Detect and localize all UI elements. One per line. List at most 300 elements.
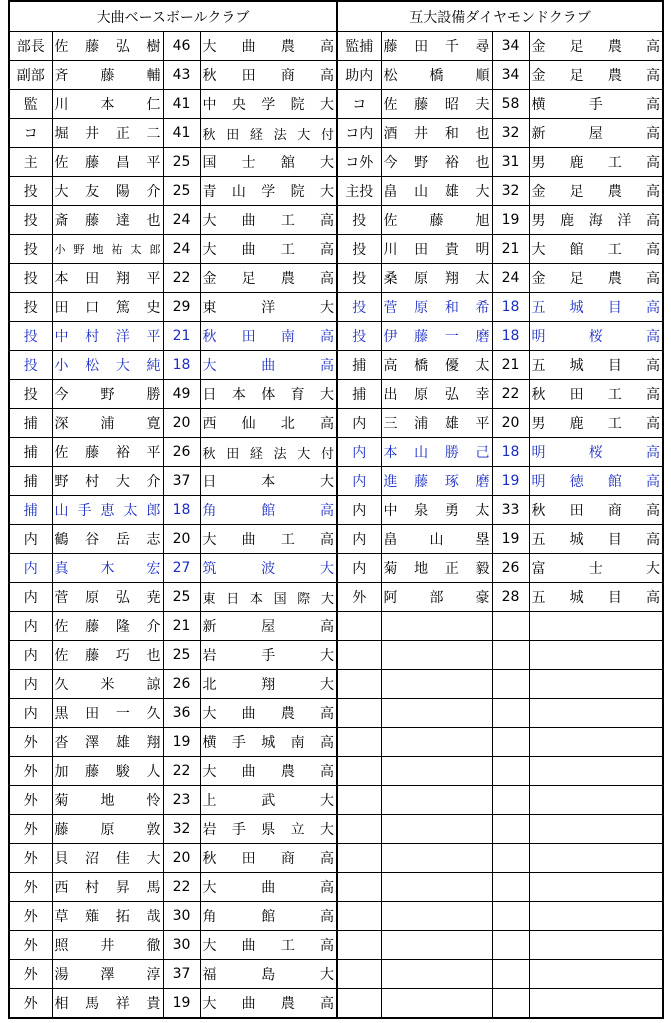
left-player-name: 久米諒 <box>52 670 163 699</box>
left-player-age: 22 <box>163 264 200 293</box>
left-player-pos: 監 <box>9 90 52 119</box>
left-player-pos: 外 <box>9 728 52 757</box>
left-player-name: 鶴谷岳志 <box>52 525 163 554</box>
table-row <box>9 670 663 699</box>
table-row <box>9 438 663 467</box>
left-player-school: 金足農高 <box>200 264 337 293</box>
team-name-right: 互大設備ダイヤモンドクラブ <box>337 1 663 32</box>
right-player-age <box>492 931 529 960</box>
left-player-name: 小野地祐太郎 <box>52 235 163 264</box>
right-player-age <box>492 641 529 670</box>
left-player-school: 福島大 <box>200 960 337 989</box>
left-player-name: 佐藤裕平 <box>52 438 163 467</box>
right-player-name <box>381 960 492 989</box>
left-player-age: 19 <box>163 728 200 757</box>
right-player-age: 18 <box>492 322 529 351</box>
left-player-pos: 投 <box>9 235 52 264</box>
right-player-age: 58 <box>492 90 529 119</box>
left-player-age: 49 <box>163 380 200 409</box>
left-player-name: 斉藤輔 <box>52 61 163 90</box>
right-player-name: 進藤琢磨 <box>381 467 492 496</box>
right-player-school <box>529 757 663 786</box>
left-player-age: 25 <box>163 583 200 612</box>
table-row <box>9 641 663 670</box>
table-row <box>9 322 663 351</box>
table-row <box>9 612 663 641</box>
right-player-pos <box>337 844 381 873</box>
left-player-age: 22 <box>163 757 200 786</box>
left-player-age: 21 <box>163 612 200 641</box>
left-player-age: 20 <box>163 409 200 438</box>
right-player-age: 33 <box>492 496 529 525</box>
right-player-name <box>381 931 492 960</box>
left-player-name: 本田翔平 <box>52 264 163 293</box>
table-row <box>9 931 663 960</box>
left-player-age: 25 <box>163 641 200 670</box>
team-header-row <box>9 1 663 32</box>
right-player-name <box>381 728 492 757</box>
right-player-school: 大館工高 <box>529 235 663 264</box>
right-player-pos: 投 <box>337 264 381 293</box>
right-player-pos: 捕 <box>337 380 381 409</box>
left-player-age: 32 <box>163 815 200 844</box>
right-player-age: 34 <box>492 32 529 61</box>
right-player-school <box>529 989 663 1019</box>
left-player-age: 46 <box>163 32 200 61</box>
right-player-school: 富士大 <box>529 554 663 583</box>
left-player-pos: 外 <box>9 902 52 931</box>
right-player-pos <box>337 670 381 699</box>
left-player-school: 秋田南高 <box>200 322 337 351</box>
left-player-pos: 外 <box>9 989 52 1019</box>
right-player-school <box>529 844 663 873</box>
left-player-name: 深浦寛 <box>52 409 163 438</box>
table-row <box>9 119 663 148</box>
table-row <box>9 380 663 409</box>
left-player-age: 18 <box>163 496 200 525</box>
left-player-age: 29 <box>163 293 200 322</box>
right-player-school: 秋田工高 <box>529 380 663 409</box>
team-name-left: 大曲ベースボールクラブ <box>9 1 337 32</box>
right-player-age <box>492 612 529 641</box>
right-player-school: 男鹿海洋高 <box>529 206 663 235</box>
right-player-age: 34 <box>492 61 529 90</box>
left-player-name: 照井徹 <box>52 931 163 960</box>
left-player-school: 中央学院大 <box>200 90 337 119</box>
left-player-age: 26 <box>163 438 200 467</box>
left-player-age: 24 <box>163 206 200 235</box>
right-player-school: 明徳館高 <box>529 467 663 496</box>
right-player-name: 伊藤一磨 <box>381 322 492 351</box>
right-player-name: 松橋順 <box>381 61 492 90</box>
left-player-age: 41 <box>163 119 200 148</box>
right-player-age: 19 <box>492 525 529 554</box>
table-row <box>9 293 663 322</box>
right-player-age <box>492 757 529 786</box>
left-player-name: 中村洋平 <box>52 322 163 351</box>
right-player-pos: 内 <box>337 409 381 438</box>
left-player-age: 30 <box>163 931 200 960</box>
table-row <box>9 989 663 1019</box>
left-player-pos: 投 <box>9 206 52 235</box>
left-player-name: 西村昇馬 <box>52 873 163 902</box>
right-player-school <box>529 815 663 844</box>
left-player-pos: 投 <box>9 351 52 380</box>
right-player-name <box>381 670 492 699</box>
right-player-age <box>492 786 529 815</box>
left-player-pos: 捕 <box>9 496 52 525</box>
right-player-pos <box>337 960 381 989</box>
right-player-pos: 内 <box>337 467 381 496</box>
table-row <box>9 467 663 496</box>
right-player-name: 藤田千尋 <box>381 32 492 61</box>
left-player-age: 36 <box>163 699 200 728</box>
table-row <box>9 496 663 525</box>
right-player-name: 佐藤旭 <box>381 206 492 235</box>
left-player-age: 41 <box>163 90 200 119</box>
right-player-school: 五城目高 <box>529 583 663 612</box>
left-player-pos: 捕 <box>9 467 52 496</box>
left-player-age: 30 <box>163 902 200 931</box>
right-player-school <box>529 902 663 931</box>
right-player-pos: 監捕 <box>337 32 381 61</box>
table-row <box>9 757 663 786</box>
right-player-pos <box>337 728 381 757</box>
left-player-name: 小松大純 <box>52 351 163 380</box>
right-player-school: 新屋高 <box>529 119 663 148</box>
right-player-name: 酒井和也 <box>381 119 492 148</box>
roster-table <box>8 0 664 1019</box>
right-player-school <box>529 786 663 815</box>
left-player-school: 秋田経法大付 <box>200 438 337 467</box>
right-player-name <box>381 873 492 902</box>
left-player-pos: 外 <box>9 844 52 873</box>
left-player-school: 大曲工高 <box>200 931 337 960</box>
left-player-age: 27 <box>163 554 200 583</box>
left-player-age: 22 <box>163 873 200 902</box>
left-player-age: 23 <box>163 786 200 815</box>
right-player-age: 21 <box>492 235 529 264</box>
left-player-age: 43 <box>163 61 200 90</box>
right-player-school <box>529 699 663 728</box>
left-player-school: 大曲農高 <box>200 757 337 786</box>
left-player-pos: 外 <box>9 873 52 902</box>
right-player-school: 金足農高 <box>529 264 663 293</box>
right-player-name <box>381 699 492 728</box>
left-player-pos: 投 <box>9 380 52 409</box>
right-player-age <box>492 873 529 902</box>
table-row <box>9 699 663 728</box>
right-player-age: 20 <box>492 409 529 438</box>
right-player-age <box>492 699 529 728</box>
right-player-school <box>529 670 663 699</box>
left-player-age: 37 <box>163 960 200 989</box>
right-player-name: 今野裕也 <box>381 148 492 177</box>
table-row <box>9 61 663 90</box>
left-player-age: 20 <box>163 525 200 554</box>
left-player-school: 大曲工高 <box>200 206 337 235</box>
left-player-name: 湯澤淳 <box>52 960 163 989</box>
table-row <box>9 902 663 931</box>
right-player-name: 佐藤昭夫 <box>381 90 492 119</box>
left-player-school: 西仙北高 <box>200 409 337 438</box>
right-player-school: 横手高 <box>529 90 663 119</box>
left-player-school: 秋田商高 <box>200 844 337 873</box>
left-player-school: 日本大 <box>200 467 337 496</box>
right-player-age: 18 <box>492 438 529 467</box>
right-player-name: 畠山雄大 <box>381 177 492 206</box>
left-player-name: 川本仁 <box>52 90 163 119</box>
right-player-pos <box>337 989 381 1019</box>
right-player-pos: 投 <box>337 322 381 351</box>
right-player-name <box>381 902 492 931</box>
right-player-school: 男鹿工高 <box>529 409 663 438</box>
table-row <box>9 351 663 380</box>
table-row <box>9 583 663 612</box>
right-player-name <box>381 641 492 670</box>
left-player-school: 大曲高 <box>200 873 337 902</box>
right-player-school: 明桜高 <box>529 322 663 351</box>
right-player-name <box>381 815 492 844</box>
left-player-school: 秋田商高 <box>200 61 337 90</box>
left-player-name: 草薙拓哉 <box>52 902 163 931</box>
table-row <box>9 90 663 119</box>
right-player-age: 22 <box>492 380 529 409</box>
left-player-school: 筑波大 <box>200 554 337 583</box>
left-player-name: 菅原弘尭 <box>52 583 163 612</box>
right-player-pos <box>337 873 381 902</box>
left-player-name: 沓澤雄翔 <box>52 728 163 757</box>
right-player-pos: 内 <box>337 438 381 467</box>
right-player-name: 川田貴明 <box>381 235 492 264</box>
right-player-pos: 投 <box>337 206 381 235</box>
left-player-pos: 副部 <box>9 61 52 90</box>
left-player-pos: 投 <box>9 264 52 293</box>
left-player-school: 大曲農高 <box>200 699 337 728</box>
left-player-pos: コ <box>9 119 52 148</box>
left-player-school: 新屋高 <box>200 612 337 641</box>
right-player-name: 菅原和希 <box>381 293 492 322</box>
right-player-school <box>529 960 663 989</box>
left-player-school: 角館高 <box>200 496 337 525</box>
left-player-school: 角館高 <box>200 902 337 931</box>
left-player-school: 大曲工高 <box>200 525 337 554</box>
left-player-pos: 投 <box>9 322 52 351</box>
left-player-school: 大曲農高 <box>200 989 337 1019</box>
left-player-name: 大友陽介 <box>52 177 163 206</box>
right-player-school: 秋田商高 <box>529 496 663 525</box>
right-player-pos <box>337 757 381 786</box>
right-player-name: 桑原翔太 <box>381 264 492 293</box>
left-player-age: 25 <box>163 148 200 177</box>
right-player-name: 出原弘幸 <box>381 380 492 409</box>
left-player-school: 東日本国際大 <box>200 583 337 612</box>
right-player-school <box>529 873 663 902</box>
table-row <box>9 235 663 264</box>
table-row <box>9 873 663 902</box>
table-row <box>9 844 663 873</box>
left-player-age: 25 <box>163 177 200 206</box>
left-player-pos: 外 <box>9 757 52 786</box>
right-player-pos: 外 <box>337 583 381 612</box>
right-player-name: 高橋優太 <box>381 351 492 380</box>
left-player-pos: 外 <box>9 815 52 844</box>
left-player-pos: 内 <box>9 670 52 699</box>
right-player-age <box>492 728 529 757</box>
left-player-school: 青山学院大 <box>200 177 337 206</box>
left-player-pos: 部長 <box>9 32 52 61</box>
left-player-name: 今野勝 <box>52 380 163 409</box>
right-player-age <box>492 670 529 699</box>
right-player-pos: コ外 <box>337 148 381 177</box>
right-player-pos <box>337 612 381 641</box>
left-player-name: 黒田一久 <box>52 699 163 728</box>
left-player-pos: 内 <box>9 612 52 641</box>
left-player-name: 佐藤弘樹 <box>52 32 163 61</box>
right-player-age: 28 <box>492 583 529 612</box>
left-player-pos: 内 <box>9 641 52 670</box>
left-player-pos: 内 <box>9 525 52 554</box>
right-player-pos <box>337 699 381 728</box>
right-player-name: 本山勝己 <box>381 438 492 467</box>
table-row <box>9 786 663 815</box>
right-player-pos: 投 <box>337 235 381 264</box>
left-player-school: 横手城南高 <box>200 728 337 757</box>
left-player-age: 24 <box>163 235 200 264</box>
left-player-name: 佐藤隆介 <box>52 612 163 641</box>
right-player-school: 五城目高 <box>529 293 663 322</box>
left-player-name: 加藤駿人 <box>52 757 163 786</box>
right-player-pos: 捕 <box>337 351 381 380</box>
left-player-name: 野村大介 <box>52 467 163 496</box>
table-row <box>9 728 663 757</box>
right-player-age <box>492 989 529 1019</box>
table-row <box>9 32 663 61</box>
table-row <box>9 177 663 206</box>
left-player-name: 藤原敦 <box>52 815 163 844</box>
right-player-name: 三浦雄平 <box>381 409 492 438</box>
right-player-name: 中泉勇太 <box>381 496 492 525</box>
right-player-pos: コ <box>337 90 381 119</box>
right-player-name: 畠山塁 <box>381 525 492 554</box>
right-player-age <box>492 902 529 931</box>
right-player-name <box>381 757 492 786</box>
right-player-pos <box>337 931 381 960</box>
left-player-name: 佐藤昌平 <box>52 148 163 177</box>
table-row <box>9 960 663 989</box>
left-player-school: 大曲工高 <box>200 235 337 264</box>
left-player-school: 東洋大 <box>200 293 337 322</box>
left-player-name: 真木宏 <box>52 554 163 583</box>
left-player-pos: 捕 <box>9 409 52 438</box>
right-player-pos: 主投 <box>337 177 381 206</box>
right-player-name <box>381 989 492 1019</box>
right-player-age: 31 <box>492 148 529 177</box>
left-player-name: 山手恵太郎 <box>52 496 163 525</box>
table-row <box>9 409 663 438</box>
table-row <box>9 525 663 554</box>
right-player-school: 金足農高 <box>529 61 663 90</box>
left-player-pos: 内 <box>9 583 52 612</box>
table-row <box>9 554 663 583</box>
left-player-school: 日本体育大 <box>200 380 337 409</box>
right-player-age: 19 <box>492 467 529 496</box>
left-player-name: 堀井正二 <box>52 119 163 148</box>
table-row <box>9 264 663 293</box>
right-player-age <box>492 960 529 989</box>
right-player-school: 金足農高 <box>529 32 663 61</box>
right-player-school <box>529 728 663 757</box>
right-player-age: 21 <box>492 351 529 380</box>
left-player-school: 岩手県立大 <box>200 815 337 844</box>
right-player-school <box>529 612 663 641</box>
right-player-name: 菊地正毅 <box>381 554 492 583</box>
left-player-name: 佐藤巧也 <box>52 641 163 670</box>
right-player-pos: 助内 <box>337 61 381 90</box>
left-player-school: 秋田経法大付 <box>200 119 337 148</box>
right-player-pos <box>337 641 381 670</box>
left-player-age: 26 <box>163 670 200 699</box>
left-player-school: 大曲農高 <box>200 32 337 61</box>
right-player-age: 32 <box>492 177 529 206</box>
left-player-age: 20 <box>163 844 200 873</box>
right-player-age: 24 <box>492 264 529 293</box>
left-player-pos: 外 <box>9 960 52 989</box>
left-player-age: 18 <box>163 351 200 380</box>
right-player-school: 明桜高 <box>529 438 663 467</box>
right-player-age: 32 <box>492 119 529 148</box>
right-player-pos: 投 <box>337 293 381 322</box>
right-player-age <box>492 844 529 873</box>
left-player-name: 菊地怜 <box>52 786 163 815</box>
right-player-age <box>492 815 529 844</box>
left-player-name: 貝沼佳大 <box>52 844 163 873</box>
right-player-pos: 内 <box>337 525 381 554</box>
table-row <box>9 148 663 177</box>
left-player-school: 大曲高 <box>200 351 337 380</box>
right-player-school: 金足農高 <box>529 177 663 206</box>
left-player-age: 37 <box>163 467 200 496</box>
left-player-pos: 内 <box>9 699 52 728</box>
right-player-age: 18 <box>492 293 529 322</box>
right-player-pos: コ内 <box>337 119 381 148</box>
right-player-pos <box>337 815 381 844</box>
left-player-pos: 投 <box>9 177 52 206</box>
right-player-school <box>529 641 663 670</box>
left-player-age: 19 <box>163 989 200 1019</box>
right-player-name <box>381 786 492 815</box>
right-player-age: 26 <box>492 554 529 583</box>
left-player-school: 北翔大 <box>200 670 337 699</box>
left-player-name: 斎藤達也 <box>52 206 163 235</box>
left-player-name: 田口篤史 <box>52 293 163 322</box>
right-player-school: 男鹿工高 <box>529 148 663 177</box>
right-player-school: 五城目高 <box>529 351 663 380</box>
right-player-school: 五城目高 <box>529 525 663 554</box>
right-player-name <box>381 612 492 641</box>
left-player-pos: 内 <box>9 554 52 583</box>
right-player-name: 阿部豪 <box>381 583 492 612</box>
left-player-pos: 外 <box>9 786 52 815</box>
left-player-school: 上武大 <box>200 786 337 815</box>
right-player-school <box>529 931 663 960</box>
left-player-age: 21 <box>163 322 200 351</box>
right-player-pos <box>337 902 381 931</box>
left-player-pos: 投 <box>9 293 52 322</box>
right-player-name <box>381 844 492 873</box>
right-player-pos: 内 <box>337 554 381 583</box>
table-row <box>9 815 663 844</box>
